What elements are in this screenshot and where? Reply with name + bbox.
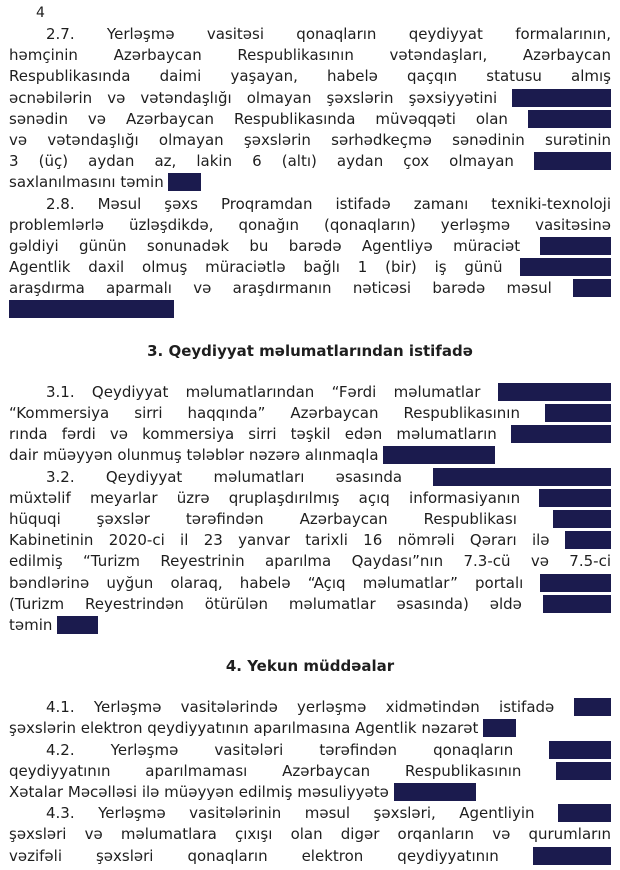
section-heading: 4. Yekun müddəalar [225, 657, 395, 676]
text-segment: və vətəndaşlığı olmayan şəxslərin sərhədkeçmə sənədinin surətinin [9, 130, 611, 149]
text-line [9, 697, 611, 718]
text-segment: həmçinin Azərbaycan Respublikasının vətəndaşları, Azərbaycan [9, 46, 611, 65]
text-line [9, 509, 611, 530]
text-segment: gəldiyi günün sonunadək bu barədə Agentliyə müraciət [9, 236, 541, 255]
highlighted-text [540, 574, 611, 592]
paragraph [9, 194, 611, 321]
text-segment: şəxsləri və məlumatlara çıxışı olan digər orqanların və qurumların [9, 825, 611, 844]
paragraph [9, 740, 611, 804]
paragraph [9, 382, 611, 467]
text-line [9, 445, 611, 466]
text-line [9, 24, 611, 45]
text-segment: bəndlərinə uyğun olaraq, habelə “Açıq məlumatlar” portalı [9, 573, 541, 592]
text-segment: 4.1. Yerləşmə vasitələrində yerləşmə xidmətindən istifadə [46, 698, 574, 717]
paragraph [9, 24, 611, 194]
highlighted-text [394, 783, 477, 801]
text-line [9, 130, 611, 151]
text-segment: sənədin və Azərbaycan Respublikasında müvəqqəti olan [9, 109, 528, 128]
highlighted-text [433, 468, 611, 486]
highlighted-text [574, 698, 612, 716]
document-body [9, 24, 611, 867]
text-line [9, 424, 611, 445]
highlighted-text [511, 425, 611, 443]
text-line [9, 172, 611, 193]
highlighted-text [556, 762, 611, 780]
highlighted-text [498, 383, 611, 401]
text-line [9, 488, 611, 509]
text-line [9, 194, 611, 215]
text-line [9, 403, 611, 424]
text-segment: hüquqi şəxslər tərəfindən Azərbaycan Respublikası [9, 509, 553, 528]
highlighted-text [543, 595, 611, 613]
text-line [9, 824, 611, 845]
paragraph [9, 467, 611, 637]
text-line [9, 803, 611, 824]
text-line [9, 88, 611, 109]
highlighted-text [565, 531, 611, 549]
highlighted-text [534, 152, 611, 170]
text-line [9, 278, 611, 299]
highlighted-text [483, 719, 515, 737]
text-segment: Xətalar Məcəlləsi ilə müəyyən edilmiş məsuliyyətə [9, 783, 394, 802]
text-segment: saxlanılmasını təmin [9, 173, 169, 192]
text-segment: 4.2. Yerləşmə vasitələri tərəfindən qonaqların [46, 740, 550, 759]
text-line [9, 782, 611, 803]
highlighted-text [168, 173, 200, 191]
text-line [9, 740, 611, 761]
highlighted-text [573, 279, 611, 297]
text-line [9, 718, 611, 739]
text-line [9, 530, 611, 551]
highlighted-text [540, 237, 611, 255]
text-line [9, 299, 611, 320]
paragraph [9, 803, 611, 867]
text-segment: araşdırma aparmalı və araşdırmanın nəticəsi barədə məsul [9, 279, 574, 298]
text-segment: “Kommersiya sirri haqqında” Azərbaycan Respublikasının [9, 404, 545, 423]
highlighted-text [549, 741, 611, 759]
section-heading: 3. Qeydiyyat məlumatlarından istifadə [147, 341, 473, 360]
text-segment: təmin [9, 615, 58, 634]
text-segment: Respublikasında daimi yaşayan, habelə qaçqın statusu almış [9, 67, 611, 86]
text-segment: Kabinetinin 2020-ci il 23 yanvar tarixli 16 nömrəli Qərarı ilə [9, 531, 565, 550]
text-segment: (Turizm Reyestrindən ötürülən məlumatlar əsasında) əldə [9, 594, 543, 613]
text-segment: 2.7. Yerləşmə vasitəsi qonaqların qeydiyyat formalarının, [46, 25, 611, 43]
highlighted-text [558, 804, 611, 822]
highlighted-text [512, 89, 611, 107]
text-segment: 3.1. Qeydiyyat məlumatlarından “Fərdi məlumatlar [46, 382, 498, 401]
highlighted-text [9, 300, 174, 318]
text-line [9, 573, 611, 594]
text-line [9, 236, 611, 257]
text-segment: dair müəyyən olunmuş tələblər nəzərə alınmaqla [9, 446, 384, 465]
highlighted-text [528, 110, 611, 128]
text-line [9, 594, 611, 615]
text-line [9, 846, 611, 867]
text-line [9, 109, 611, 130]
text-segment: rında fərdi və kommersiya sirri təşkil edən məlumatların [9, 425, 511, 444]
highlighted-text [533, 847, 611, 865]
highlighted-text [553, 510, 611, 528]
text-line [9, 215, 611, 236]
text-segment: vəzifəli şəxsləri qonaqların elektron qeydiyyatının [9, 846, 533, 865]
text-segment: 4.3. Yerləşmə vasitələrinin məsul şəxsləri, Agentliyin [46, 804, 558, 823]
highlighted-text [520, 258, 611, 276]
text-line [9, 551, 611, 572]
text-segment: 3 (üç) aydan az, lakin 6 (altı) aydan çox olmayan [9, 152, 534, 171]
paragraph [9, 697, 611, 739]
text-line [9, 151, 611, 172]
highlighted-text [545, 404, 611, 422]
text-line [9, 761, 611, 782]
text-segment: Agentlik daxil olmuş müraciətlə bağlı 1 (bir) iş günü [9, 258, 521, 277]
highlighted-text [57, 616, 98, 634]
text-segment: 2.8. Məsul şəxs Proqramdan istifadə zamanı texniki-texnoloji [46, 194, 611, 213]
text-line [9, 257, 611, 278]
text-segment: əcnəbilərin və vətəndaşlığı olmayan şəxslərin şəxsiyyətini [9, 88, 513, 107]
page-number: 4 [36, 5, 45, 21]
text-line [9, 382, 611, 403]
text-segment: şəxslərin elektron qeydiyyatının aparılmasına Agentlik nəzarət [9, 719, 484, 738]
highlighted-text [383, 446, 494, 464]
text-segment: edilmiş “Turizm Reyestrinin aparılma Qaydası”nın 7.3-cü və 7.5-ci [9, 552, 611, 571]
text-line [9, 467, 611, 488]
text-line [9, 66, 611, 87]
text-segment: qeydiyyatının aparılmaması Azərbaycan Respublikasının [9, 761, 557, 780]
highlighted-text [539, 489, 611, 507]
text-segment: 3.2. Qeydiyyat məlumatları əsasında [46, 467, 434, 486]
text-line [9, 45, 611, 66]
text-segment: müxtəlif meyarlar üzrə qruplaşdırılmış açıq informasiyanın [9, 488, 540, 507]
text-segment: problemlərlə üzləşdikdə, qonağın (qonaqların) yerləşmə vasitəsinə [9, 215, 611, 234]
text-line [9, 615, 611, 636]
